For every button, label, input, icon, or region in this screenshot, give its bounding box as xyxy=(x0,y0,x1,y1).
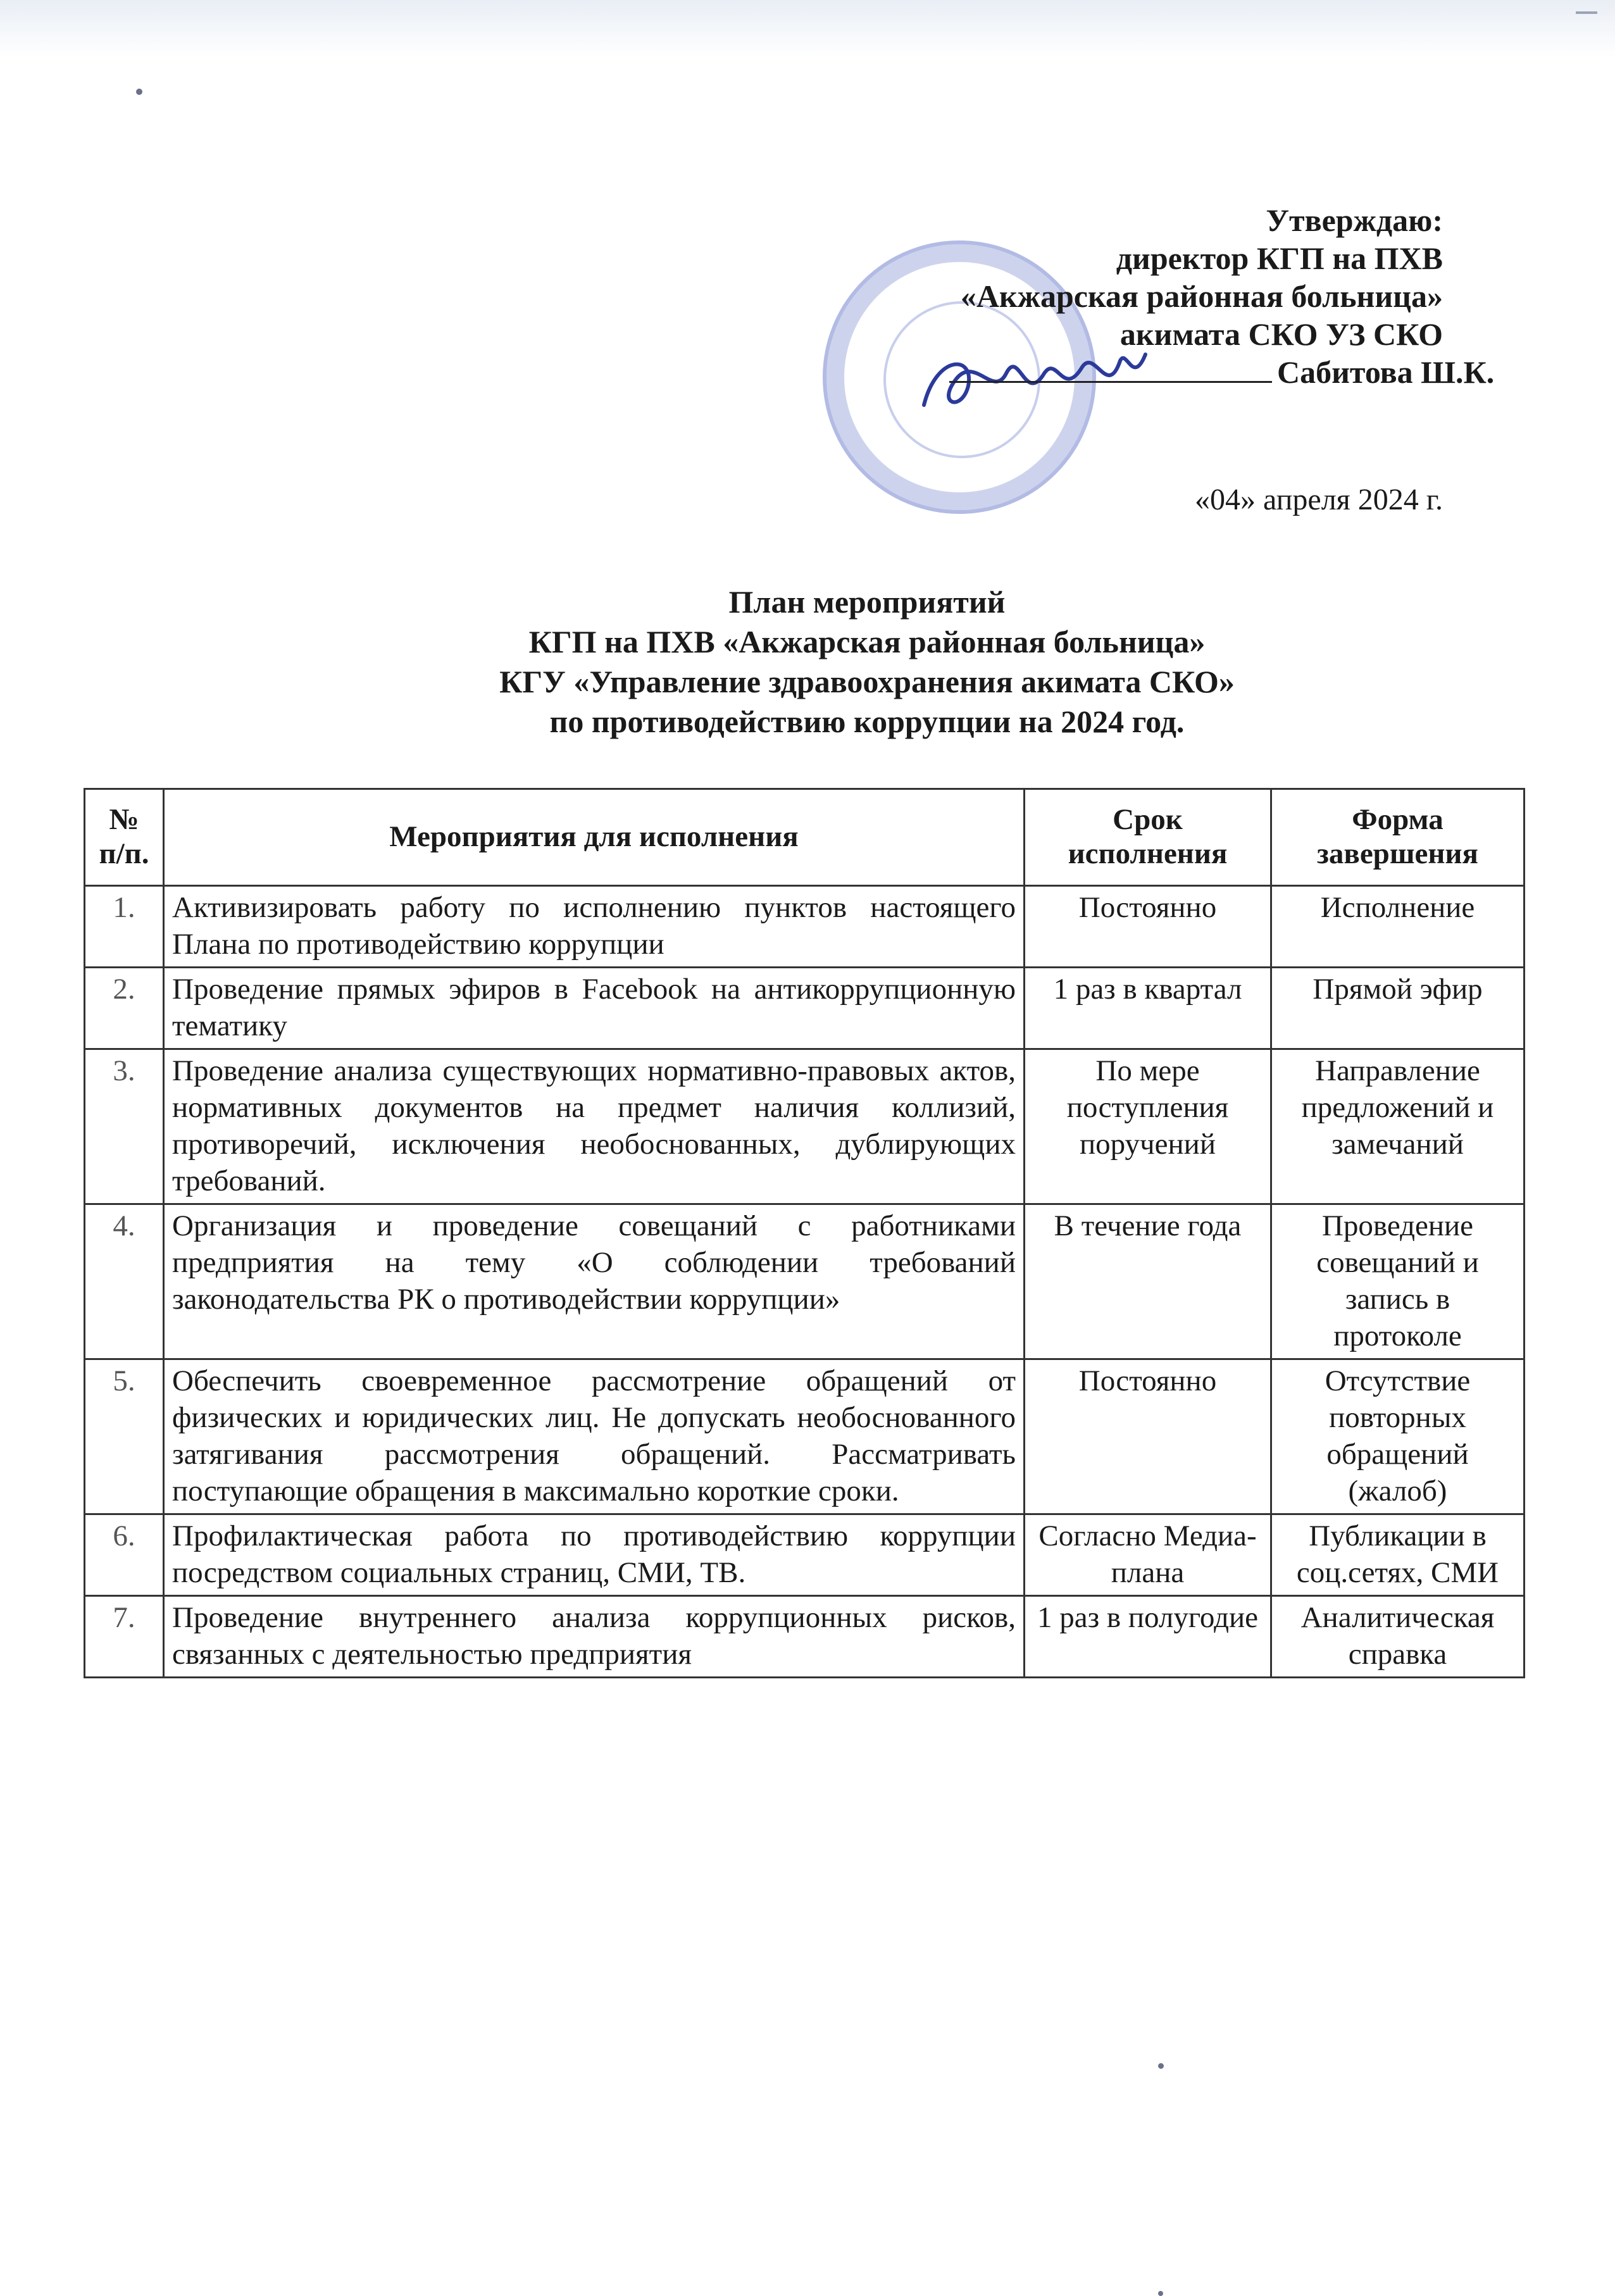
scan-speck xyxy=(136,89,142,95)
table-row xyxy=(85,1049,1525,1204)
approval-signatory-name: Сабитова Ш.К. xyxy=(1277,354,1495,390)
title-line-2: КГП на ПХВ «Акжарская районная больница» xyxy=(528,624,1206,659)
row-completion-form: Проведение совещаний и запись в протоколе xyxy=(1271,1204,1525,1359)
header-number: № п/п. xyxy=(85,789,164,886)
row-number: 1. xyxy=(85,886,164,968)
approval-block xyxy=(949,201,1495,391)
table-header-row xyxy=(85,789,1525,886)
approval-authority: акимата СКО УЗ СКО xyxy=(1119,316,1443,352)
row-deadline: По мере поступления поручений xyxy=(1025,1049,1271,1204)
approval-date: «04» апреля 2024 г. xyxy=(1195,483,1443,516)
table-row xyxy=(85,1514,1525,1596)
table-row xyxy=(85,968,1525,1049)
row-number: 5. xyxy=(85,1359,164,1514)
scan-speck xyxy=(1158,2291,1163,2296)
title-line-1: План мероприятий xyxy=(728,584,1006,620)
row-completion-form: Отсутствие повторных обращений (жалоб) xyxy=(1271,1359,1525,1514)
row-deadline: 1 раз в полугодие xyxy=(1025,1596,1271,1678)
approval-heading: Утверждаю: xyxy=(1266,203,1443,238)
document-title xyxy=(354,582,1380,742)
row-deadline: 1 раз в квартал xyxy=(1025,968,1271,1049)
scan-edge-shadow xyxy=(0,0,1615,57)
approval-position: директор КГП на ПХВ xyxy=(1116,240,1443,276)
row-number: 4. xyxy=(85,1204,164,1359)
table-row xyxy=(85,1204,1525,1359)
scan-artifact-mark xyxy=(1576,11,1597,20)
header-deadline: Срок исполнения xyxy=(1025,789,1271,886)
row-completion-form: Исполнение xyxy=(1271,886,1525,968)
activity-plan-table xyxy=(84,788,1525,1678)
row-activity: Проведение прямых эфиров в Facebook на антикоррупционную тематику xyxy=(164,968,1025,1049)
title-line-4: по противодействию коррупции на 2024 год. xyxy=(549,704,1185,739)
row-completion-form: Направление предложений и замечаний xyxy=(1271,1049,1525,1204)
signature-underline xyxy=(949,353,1272,383)
row-activity: Активизировать работу по исполнению пунктов настоящего Плана по противодействию коррупции xyxy=(164,886,1025,968)
row-number: 3. xyxy=(85,1049,164,1204)
row-deadline: В течение года xyxy=(1025,1204,1271,1359)
row-activity: Организация и проведение совещаний с работниками предприятия на тему «О соблюдении требований законодательства РК о противодействии коррупции» xyxy=(164,1204,1025,1359)
row-activity: Профилактическая работа по противодействию коррупции посредством социальных страниц, СМИ, ТВ. xyxy=(164,1514,1025,1596)
approval-signatory-line xyxy=(949,353,1495,391)
row-activity: Проведение внутреннего анализа коррупционных рисков, связанных с деятельностью предприятия xyxy=(164,1596,1025,1678)
header-activity: Мероприятия для исполнения xyxy=(164,789,1025,886)
row-deadline: Согласно Медиа-плана xyxy=(1025,1514,1271,1596)
row-completion-form: Аналитическая справка xyxy=(1271,1596,1525,1678)
row-deadline: Постоянно xyxy=(1025,1359,1271,1514)
row-activity: Обеспечить своевременное рассмотрение обращений от физических и юридических лиц. Не допускать необоснованного затягивания рассмотрения обращений. Рассматривать поступающие обращения в максимально короткие сроки. xyxy=(164,1359,1025,1514)
header-completion-form: Форма завершения xyxy=(1271,789,1525,886)
table-row xyxy=(85,1596,1525,1678)
approval-organization: «Акжарская районная больница» xyxy=(960,278,1443,314)
row-completion-form: Прямой эфир xyxy=(1271,968,1525,1049)
row-number: 2. xyxy=(85,968,164,1049)
row-number: 7. xyxy=(85,1596,164,1678)
row-deadline: Постоянно xyxy=(1025,886,1271,968)
row-number: 6. xyxy=(85,1514,164,1596)
row-activity: Проведение анализа существующих нормативно-правовых актов, нормативных документов на предмет наличия коллизий, противоречий, исключения необоснованных, дублирующих требований. xyxy=(164,1049,1025,1204)
title-line-3: КГУ «Управление здравоохранения акимата СКО» xyxy=(499,664,1235,699)
row-completion-form: Публикации в соц.сетях, СМИ xyxy=(1271,1514,1525,1596)
table-row xyxy=(85,1359,1525,1514)
scan-speck xyxy=(1158,2063,1164,2069)
table-row xyxy=(85,886,1525,968)
